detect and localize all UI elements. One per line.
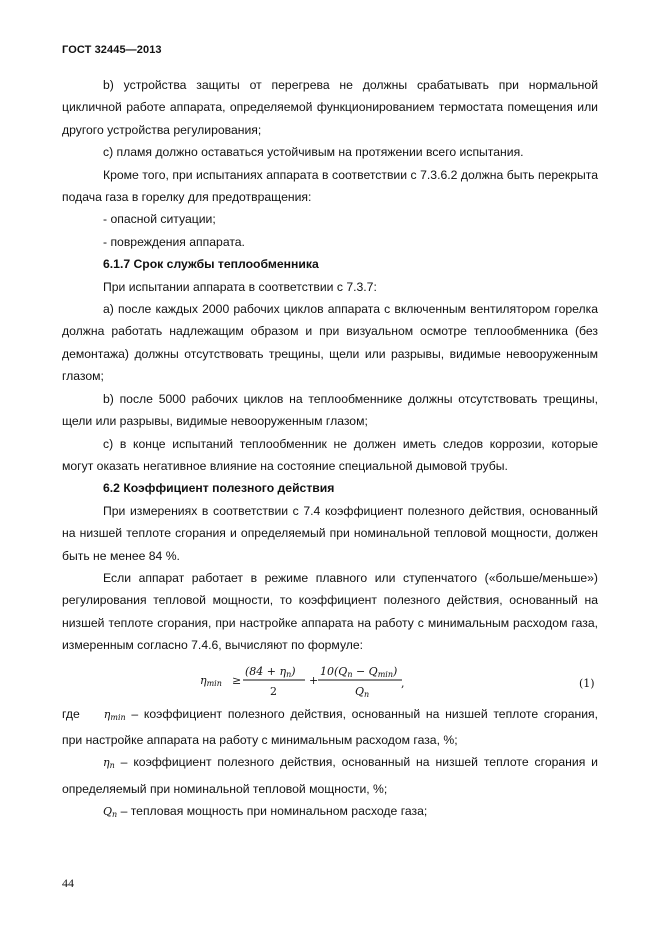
- definition-q-n: [62, 800, 598, 826]
- paragraph-test-intro: При испытании аппарата в соответствии с 7.3.7:: [103, 279, 377, 294]
- page-number: 44: [62, 876, 74, 890]
- symbol-q-n: $Q_n$: [103, 805, 118, 820]
- paragraph-flame: c) пламя должно оставаться устойчивым на протяжении всего испытания.: [103, 145, 524, 160]
- section-heading-62: 6.2 Коэффициент полезного действия: [103, 481, 335, 496]
- formula-relation: ≥: [232, 673, 242, 687]
- section-heading-617: 6.1.7 Срок службы теплообменника: [103, 257, 319, 272]
- symbol-eta-n: $\eta_n$: [103, 756, 115, 771]
- paragraph-2000-cycles: a) после каждых 2000 рабочих циклов аппарата с включенным вентилятором горелка должна работать надлежащим образом и при визуальном осмотре теплообменника (без демонтажа) должны отсутствовать трещины, щели или разрывы, видимые невооруженным глазом;: [62, 302, 598, 384]
- where-word: где: [62, 706, 80, 721]
- paragraph-corrosion: c) в конце испытаний теплообменник не должен иметь следов коррозии, которые могут оказать негативное влияние на состояние специальной дымовой трубы.: [62, 436, 598, 473]
- document-body: [62, 74, 598, 827]
- paragraph-gas-cutoff: Кроме того, при испытаниях аппарата в соответствии с 7.3.6.2 должна быть перекрыта подача газа в горелку для предотвращения:: [62, 167, 598, 205]
- formula-frac1-numerator: (84 + ηn): [245, 664, 296, 679]
- formula-svg: [62, 657, 598, 703]
- paragraph-overheat: b) устройства защиты от перегрева не должны срабатывать при нормальной цикличной работе аппарата, определяемой функционированием термостата помещения или другого устройства регулирования;: [62, 78, 598, 137]
- definition-eta-n-text: – коэффициент полезного действия, основанный на низшей теплоте сгорания и определяемый при номинальной тепловой мощности, %;: [62, 755, 598, 796]
- paragraph-5000-cycles: b) после 5000 рабочих циклов на теплообменнике должны отсутствовать трещины, щели или разрывы, видимые невооруженным глазом;: [62, 391, 598, 429]
- list-item-damage: - повреждения аппарата.: [103, 234, 245, 249]
- formula-number: (1): [579, 676, 595, 690]
- formula-1: [62, 657, 598, 703]
- symbol-eta-min: $\eta_{min}$: [103, 707, 126, 722]
- definition-eta-min-text: – коэффициент полезного действия, основанный на низшей теплоте сгорания, при настройке аппарата на работу с минимальным расходом газа, %;: [62, 706, 598, 747]
- formula-frac2-denominator: Qn: [355, 684, 370, 699]
- document-code-header: ГОСТ 32445—2013: [62, 44, 162, 56]
- list-item-danger: - опасной ситуации;: [103, 212, 216, 227]
- definition-eta-min: [62, 703, 598, 752]
- definition-q-n-text: – тепловая мощность при номинальном расходе газа;: [117, 804, 428, 819]
- paragraph-efficiency-nominal: При измерениях в соответствии с 7.4 коэффициент полезного действия, основанный на низшей теплоте сгорания и определяемый при номинальной тепловой мощности, должен быть не менее 84 %.: [62, 503, 598, 563]
- formula-frac1-denominator: 2: [270, 684, 277, 698]
- formula-lhs: ηmin: [200, 673, 222, 688]
- definition-eta-n: [62, 751, 598, 800]
- paragraph-efficiency-min: Если аппарат работает в режиме плавного или ступенчатого («больше/меньше») регулирования тепловой мощности, то коэффициент полезного действия, основанный на низшей теплоте сгорания, при настройке аппарата на работу с минимальным расходом газа, измеренным согласно 7.4.6, вычисляют по формуле:: [62, 570, 598, 653]
- formula-plus: +: [309, 673, 319, 687]
- formula-frac2-numerator: 10(Qn − Qmin): [320, 664, 398, 679]
- formula-comma: ,: [401, 676, 405, 690]
